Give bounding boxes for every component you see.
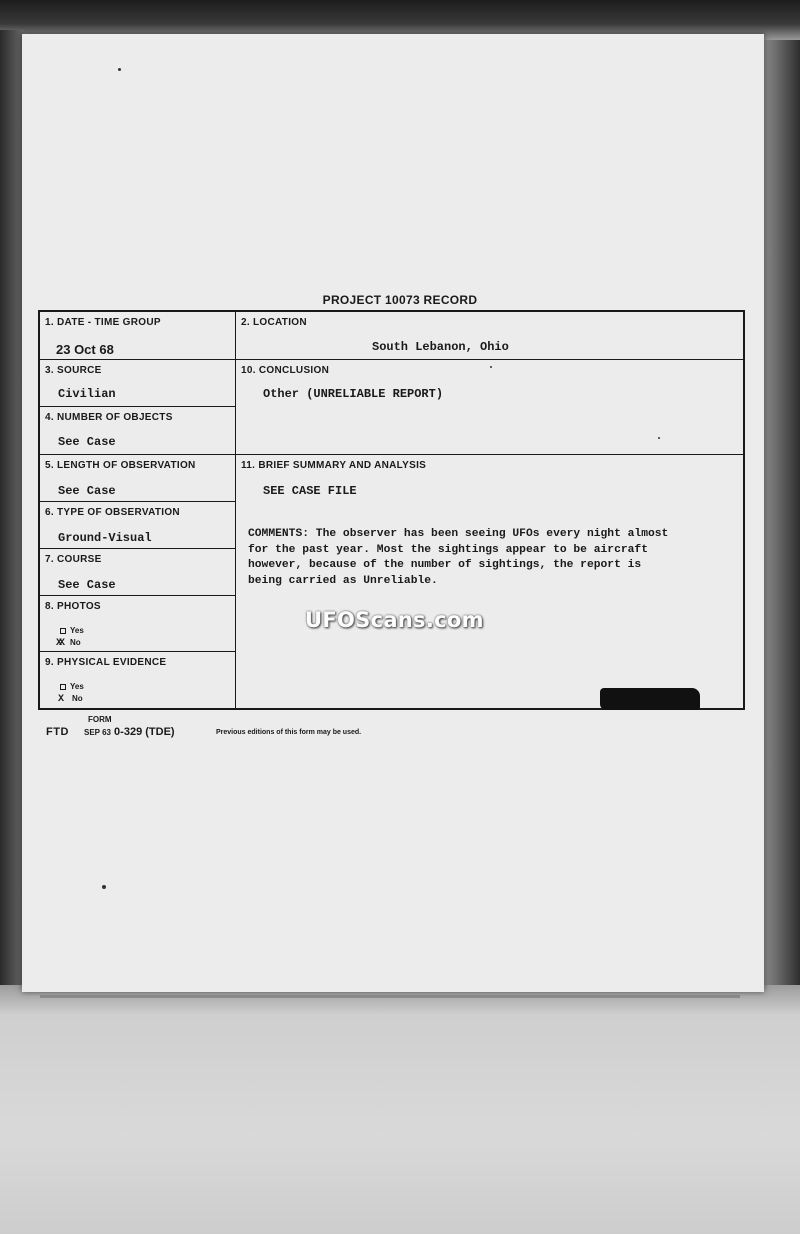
- watermark: UFOScans.com: [305, 608, 484, 632]
- footer-ftd: FTD: [46, 726, 69, 738]
- dust-speck: [118, 68, 121, 71]
- physical-evidence-no-mark: X: [58, 694, 62, 705]
- summary-label: 11. BRIEF SUMMARY AND ANALYSIS: [241, 460, 427, 471]
- redaction-mark: [600, 688, 700, 710]
- photos-no-option: [56, 638, 81, 649]
- physical-evidence-no-option: [58, 694, 83, 705]
- comments-line: being carried as Unreliable.: [248, 574, 438, 587]
- photos-cell: [40, 596, 236, 652]
- comments-line: for the past year. Most the sightings appear to be aircraft: [248, 543, 648, 556]
- summary-cell: [236, 455, 745, 708]
- type-of-observation-cell: [40, 502, 236, 549]
- course-value: See Case: [58, 578, 116, 592]
- conclusion-cell: [236, 360, 745, 455]
- number-of-objects-cell: [40, 407, 236, 455]
- form-title: PROJECT 10073 RECORD: [322, 293, 478, 307]
- date-time-group-label: 1. DATE - TIME GROUP: [45, 317, 161, 328]
- photos-no-label: No: [70, 638, 81, 647]
- source-cell: [40, 360, 236, 407]
- comments-line: however, because of the number of sightings, the report is: [248, 559, 642, 571]
- footer-form-word: FORM: [88, 715, 112, 724]
- location-label: 2. LOCATION: [241, 317, 307, 328]
- record-form: [38, 310, 745, 710]
- date-time-group-cell: [40, 312, 236, 360]
- physical-evidence-yes-option: [60, 682, 84, 691]
- conclusion-label: 10. CONCLUSION: [241, 365, 330, 376]
- photos-yes-option: [60, 626, 84, 635]
- scan-left-edge: [0, 30, 24, 990]
- see-case-file-text: SEE CASE FILE: [263, 484, 357, 498]
- scan-lower-area: [0, 985, 800, 1234]
- conclusion-value: Other (UNRELIABLE REPORT): [263, 387, 444, 401]
- physical-evidence-label: 9. PHYSICAL EVIDENCE: [45, 657, 167, 668]
- footer-form-date: SEP 63: [84, 728, 111, 737]
- course-cell: [40, 549, 236, 596]
- length-of-observation-value: See Case: [58, 484, 116, 498]
- comments-text: [248, 527, 748, 589]
- number-of-objects-value: See Case: [58, 435, 116, 449]
- photos-label: 8. PHOTOS: [45, 601, 101, 612]
- length-of-observation-cell: [40, 455, 236, 502]
- scan-lower-rule: [40, 995, 740, 998]
- photos-yes-checkbox: [60, 628, 66, 634]
- physical-evidence-yes-checkbox: [60, 684, 66, 690]
- type-of-observation-label: 6. TYPE OF OBSERVATION: [45, 507, 180, 518]
- date-time-group-value: 23 Oct 68: [56, 342, 114, 357]
- photos-yes-label: Yes: [70, 626, 84, 635]
- physical-evidence-cell: [40, 652, 236, 708]
- course-label: 7. COURSE: [45, 554, 102, 565]
- dust-speck: [102, 885, 106, 889]
- source-value: Civilian: [58, 387, 116, 401]
- comments-line: COMMENTS: The observer has been seeing UFOs every night almost: [248, 528, 669, 540]
- location-value: South Lebanon, Ohio: [372, 340, 509, 354]
- type-of-observation-value: Ground-Visual: [58, 531, 152, 545]
- footer-form-number: 0-329 (TDE): [114, 726, 175, 738]
- number-of-objects-label: 4. NUMBER OF OBJECTS: [45, 412, 173, 423]
- footer-note: Previous editions of this form may be used.: [216, 729, 362, 736]
- dust-speck: [658, 437, 660, 439]
- footer-form-code: [84, 726, 175, 738]
- physical-evidence-yes-label: Yes: [70, 682, 84, 691]
- location-cell: [236, 312, 745, 360]
- length-of-observation-label: 5. LENGTH OF OBSERVATION: [45, 460, 196, 471]
- scan-right-edge: [764, 40, 800, 990]
- dust-speck: [490, 366, 492, 368]
- physical-evidence-no-label: No: [72, 694, 83, 703]
- form-footer: [46, 715, 466, 745]
- photos-no-mark: XX: [56, 638, 63, 649]
- source-label: 3. SOURCE: [45, 365, 102, 376]
